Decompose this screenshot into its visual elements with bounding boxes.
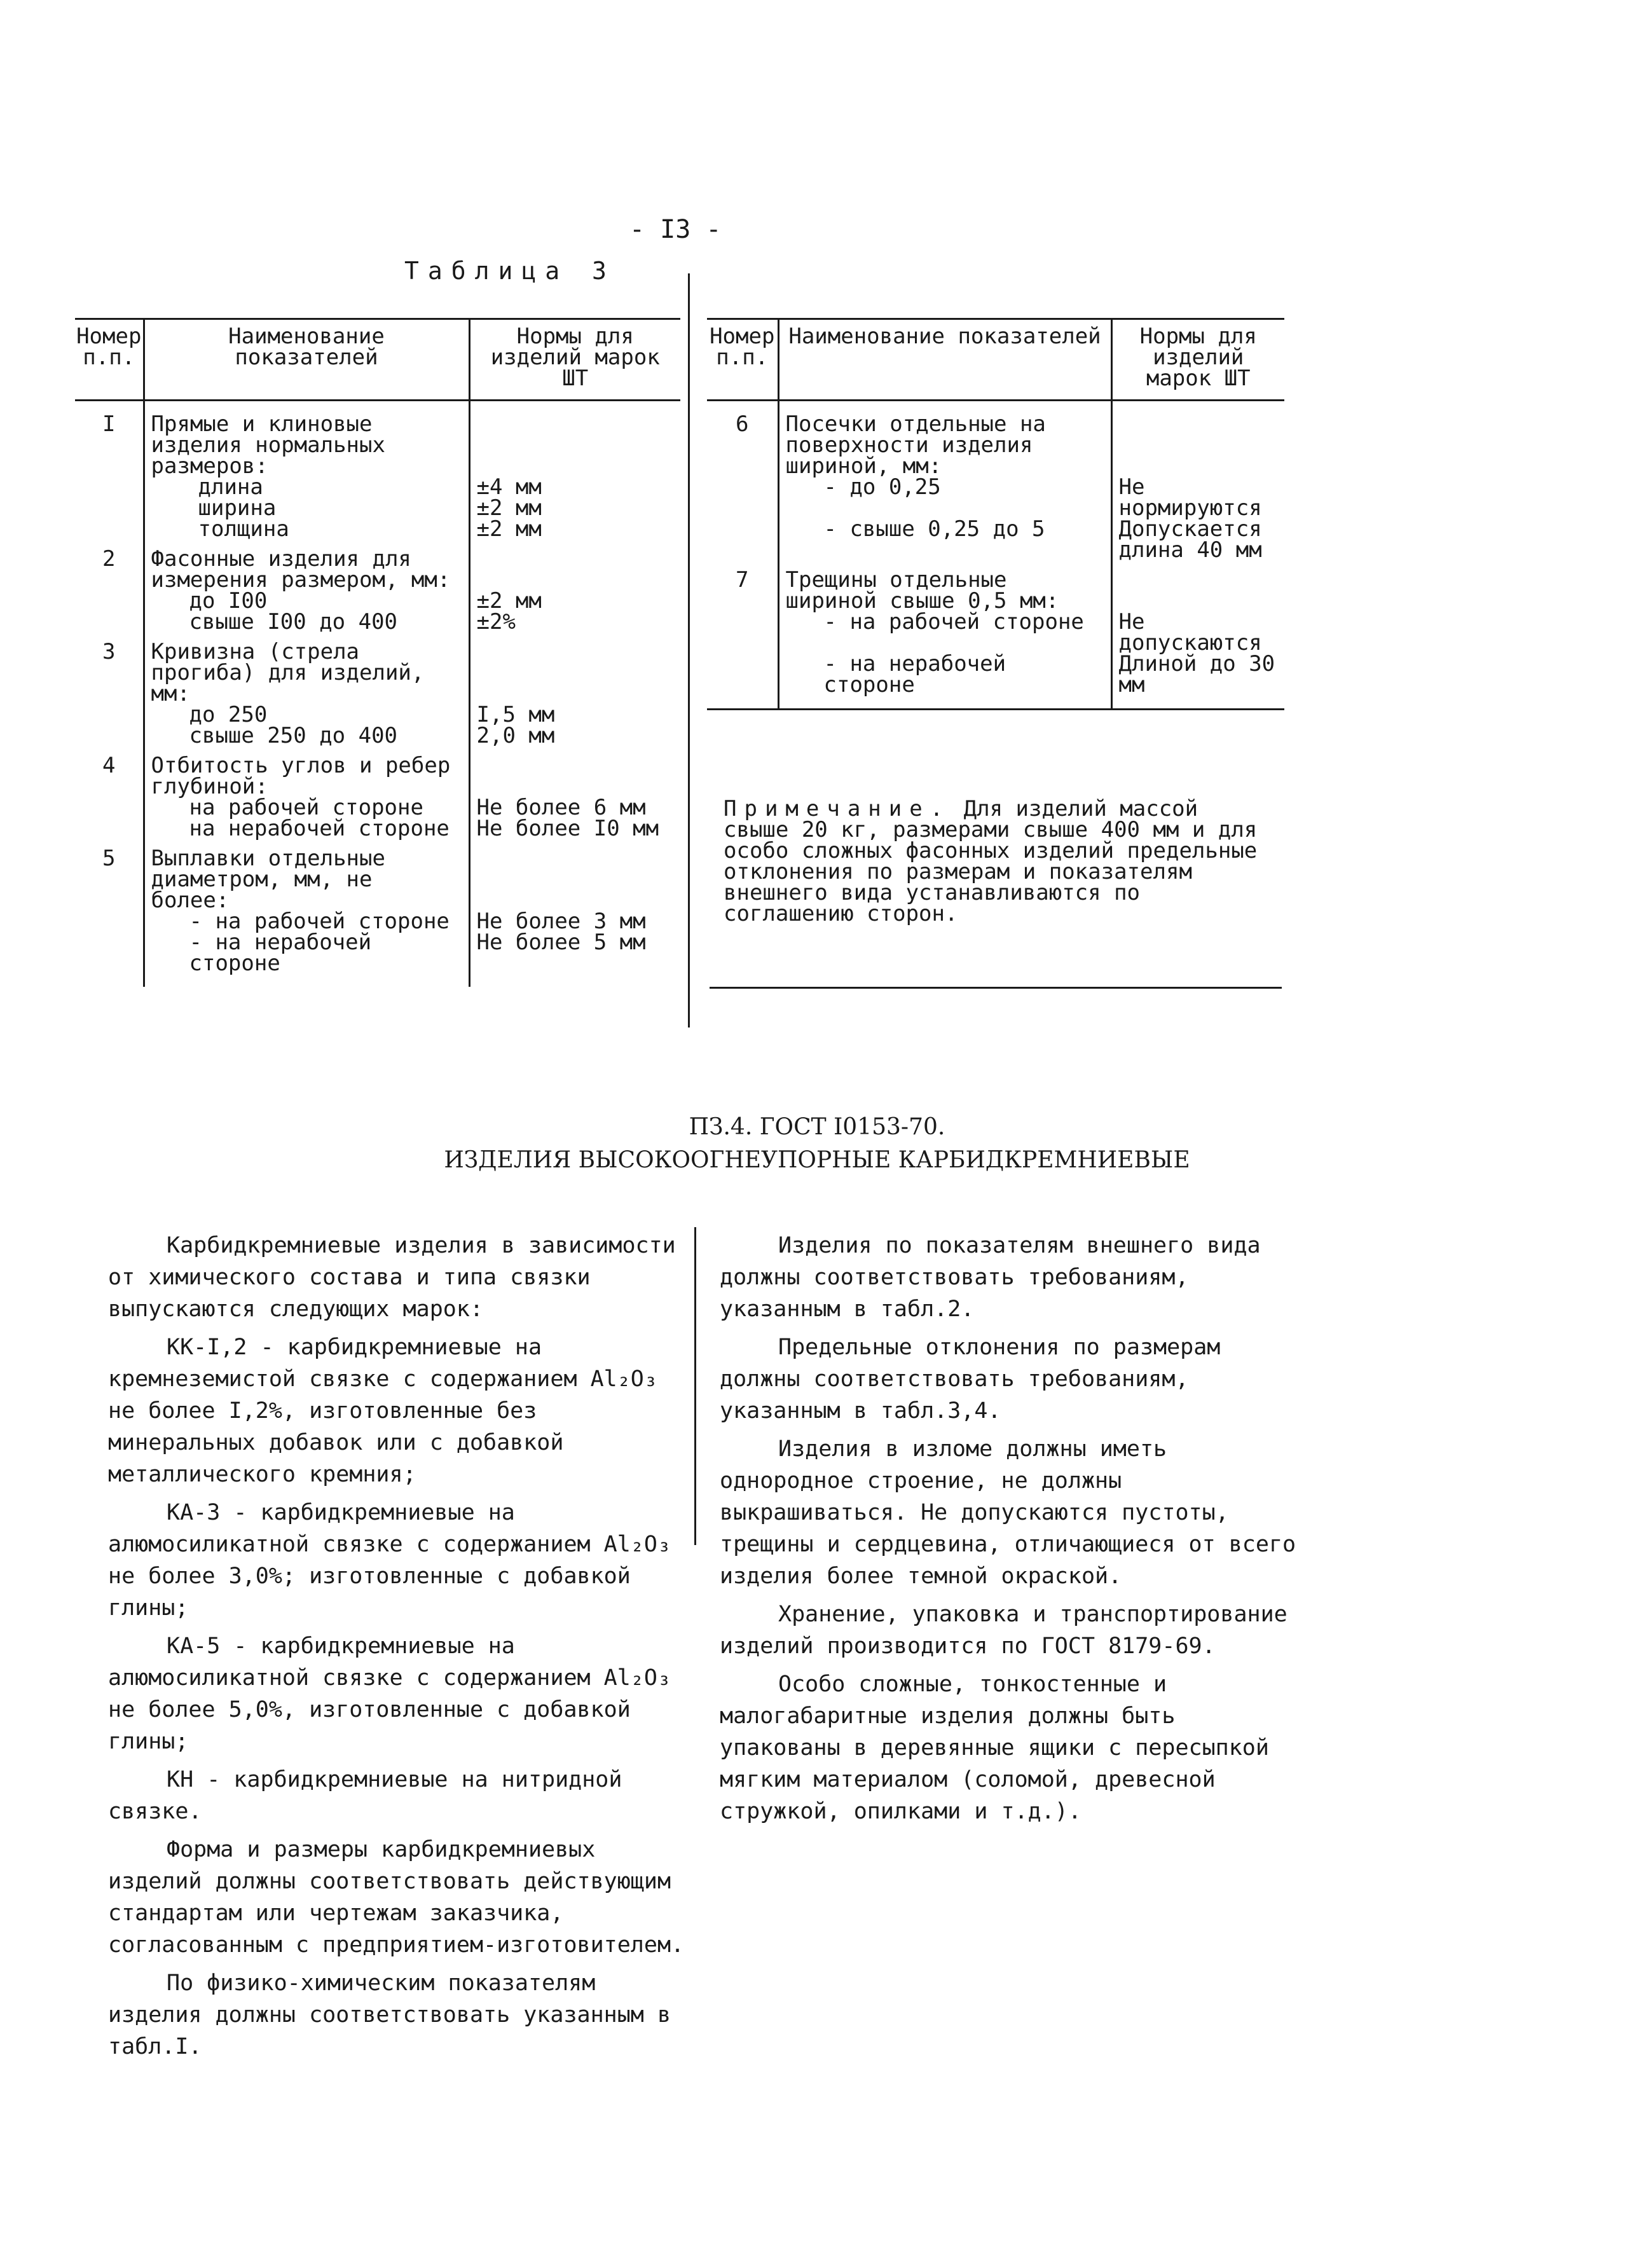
row-number: 3 (102, 639, 116, 664)
table-3-left (75, 318, 680, 987)
row-number: 4 (102, 753, 116, 778)
row-norm: 2,0 мм (469, 725, 680, 746)
row-number (75, 932, 144, 974)
table-spacer-row (75, 974, 680, 987)
spacer-cell (75, 974, 144, 987)
table-row (75, 612, 680, 633)
body-paragraph: КН - карбидкремниевые на нитридной связке. (108, 1767, 622, 1824)
row-norm (469, 746, 680, 797)
row-norm (469, 401, 680, 478)
body-left-column (108, 1230, 687, 2069)
spacer-cell (1111, 696, 1284, 710)
table-row (707, 519, 1284, 561)
section-title: ПЗ.4. ГОСТ I0153-70. (689, 1114, 945, 1140)
body-paragraph: КА-3 - карбидкремниевые на алюмосиликатной связке с содержанием Al₂O₃ не более 3,0%; изготовленные с добавкой глины; (108, 1500, 671, 1621)
header-num: Номер п.п. (707, 319, 778, 401)
table-row (75, 477, 680, 498)
row-number: 5 (102, 846, 116, 871)
row-number: 6 (736, 411, 749, 437)
table-row (707, 612, 1284, 654)
table-row (707, 561, 1284, 612)
table-row (707, 477, 1284, 519)
page-number: - I3 - (629, 215, 722, 244)
row-indicator: ширина (144, 498, 469, 519)
note-text: Для изделий массой свыше 20 кг, размерами свыше 400 мм и для особо сложных фасонных изделий предельные отклонения по размерам и показателям внешнего вида устанавливаются по соглашению сторон. (724, 796, 1258, 926)
header-norm: Нормы для изделий марок ШТ (469, 319, 680, 401)
row-indicator: длина (144, 477, 469, 498)
body-right-column (720, 1230, 1305, 1834)
row-norm: Допускается длина 40 мм (1111, 519, 1284, 561)
section-subtitle: ИЗДЕЛИЯ ВЫСОКООГНЕУПОРНЫЕ КАРБИДКРЕМНИЕВЫЕ (444, 1147, 1190, 1173)
row-indicator: до 250 (144, 704, 469, 725)
row-number (75, 477, 144, 498)
row-indicator: свыше I00 до 400 (144, 612, 469, 633)
row-number (75, 704, 144, 725)
row-indicator: толщина (144, 519, 469, 540)
table-row (75, 498, 680, 519)
table-row (75, 633, 680, 704)
row-number (75, 911, 144, 932)
row-norm: ±4 мм (469, 477, 680, 498)
row-norm (1111, 561, 1284, 612)
body-paragraph: КА-5 - карбидкремниевые на алюмосиликатной связке с содержанием Al₂O₃ не более 5,0%, изготовленные с добавкой глины; (108, 1633, 671, 1754)
row-indicator: Прямые и клиновые изделия нормальных размеров: (144, 401, 469, 478)
row-norm: ±2% (469, 612, 680, 633)
body-paragraph: Изделия по показателям внешнего вида должны соответствовать требованиям, указанным в табл.2. (720, 1233, 1261, 1322)
table-3-right (707, 318, 1284, 710)
body-paragraph: КК-I,2 - карбидкремниевые на кремнеземистой связке с содержанием Al₂O₃ не более I,2%, изготовленные без минеральных добавок или с добавкой металлического кремния; (108, 1335, 657, 1487)
row-indicator: Фасонные изделия для измерения размером, мм: (144, 540, 469, 591)
table-row (75, 401, 680, 478)
row-norm: ±2 мм (469, 498, 680, 519)
row-number: 7 (736, 567, 749, 593)
row-number (75, 612, 144, 633)
table-row (75, 519, 680, 540)
row-indicator: - свыше 0,25 до 5 (778, 519, 1111, 561)
header-norm: Нормы для изделий марок ШТ (1111, 319, 1284, 401)
row-norm: I,5 мм (469, 704, 680, 725)
table-header-row (707, 319, 1284, 401)
row-indicator: Посечки отдельные на поверхности изделия шириной, мм: (778, 401, 1111, 478)
row-indicator: Выплавки отдельные диаметром, мм, не более: (144, 839, 469, 911)
table-spacer-row (707, 696, 1284, 710)
row-number (75, 818, 144, 839)
header-name: Наименование показателей (778, 319, 1111, 401)
row-norm (469, 633, 680, 704)
row-norm (469, 839, 680, 911)
body-paragraph: Форма и размеры карбидкремниевых изделий должны соответствовать действующим стандартам или чертежам заказчика, согласованным с предприятием-изготовителем. (108, 1837, 685, 1958)
row-norm: Не более 5 мм (469, 932, 680, 974)
row-norm (469, 540, 680, 591)
row-norm: Не более 6 мм (469, 797, 680, 818)
row-number: 2 (102, 546, 116, 572)
table-note (724, 796, 1264, 926)
row-number (707, 612, 778, 654)
row-indicator: свыше 250 до 400 (144, 725, 469, 746)
note-bottom-rule (710, 987, 1282, 989)
row-indicator: - до 0,25 (778, 477, 1111, 519)
header-name: Наименование показателей (144, 319, 469, 401)
table-row (75, 839, 680, 911)
table-row (75, 932, 680, 974)
row-indicator: - на рабочей стороне (778, 612, 1111, 654)
table-row (75, 818, 680, 839)
row-norm: ±2 мм (469, 519, 680, 540)
row-number (707, 654, 778, 696)
row-indicator: Отбитость углов и ребер глубиной: (144, 746, 469, 797)
row-indicator: до I00 (144, 591, 469, 612)
row-indicator: - на нерабочей стороне (144, 932, 469, 974)
row-number (75, 725, 144, 746)
body-paragraph: Предельные отклонения по размерам должны соответствовать требованиям, указанным в табл.3,4. (720, 1335, 1221, 1424)
body-column-divider (694, 1227, 696, 1545)
spacer-cell (778, 696, 1111, 710)
table-row (75, 540, 680, 591)
table-row (707, 401, 1284, 478)
table-row (75, 725, 680, 746)
spacer-cell (707, 696, 778, 710)
spacer-cell (469, 974, 680, 987)
row-number (707, 519, 778, 561)
body-paragraph: Карбидкремниевые изделия в зависимости от химического состава и типа связки выпускаются следующих марок: (108, 1233, 676, 1322)
row-indicator: на нерабочей стороне (144, 818, 469, 839)
table-row (75, 746, 680, 797)
row-indicator: - на рабочей стороне (144, 911, 469, 932)
table-header-row (75, 319, 680, 401)
row-indicator: Кривизна (стрела прогиба) для изделий, мм: (144, 633, 469, 704)
row-norm: Не более I0 мм (469, 818, 680, 839)
row-norm: Не более 3 мм (469, 911, 680, 932)
body-paragraph: Хранение, упаковка и транспортирование изделий производится по ГОСТ 8179-69. (720, 1602, 1287, 1659)
row-indicator: - на нерабочей стороне (778, 654, 1111, 696)
row-norm: Длиной до 30 мм (1111, 654, 1284, 696)
table-center-divider (688, 273, 690, 1027)
row-number (75, 498, 144, 519)
note-label: Примечание. (724, 796, 951, 821)
row-number: I (102, 411, 116, 437)
row-number (75, 797, 144, 818)
row-norm: Не нормируются (1111, 477, 1284, 519)
body-paragraph: Особо сложные, тонкостенные и малогабаритные изделия должны быть упакованы в деревянные ящики с пересыпкой мягким материалом (соломой, древесной стружкой, опилками и т.д.). (720, 1672, 1269, 1824)
row-number (75, 591, 144, 612)
spacer-cell (144, 974, 469, 987)
header-num: Номер п.п. (75, 319, 144, 401)
body-paragraph: Изделия в изломе должны иметь однородное строение, не должны выкрашиваться. Не допускаются пустоты, трещины и сердцевина, отличающиеся от всего изделия более темной окраской. (720, 1436, 1296, 1589)
row-indicator: Трещины отдельные шириной свыше 0,5 мм: (778, 561, 1111, 612)
row-norm: Не допускаются (1111, 612, 1284, 654)
row-indicator: на рабочей стороне (144, 797, 469, 818)
table-caption: Таблица 3 (404, 257, 615, 285)
row-norm (1111, 401, 1284, 478)
table-row (707, 654, 1284, 696)
body-paragraph: По физико-химическим показателям изделия должны соответствовать указанным в табл.I. (108, 1970, 671, 2059)
row-number (707, 477, 778, 519)
row-norm: ±2 мм (469, 591, 680, 612)
row-number (75, 519, 144, 540)
